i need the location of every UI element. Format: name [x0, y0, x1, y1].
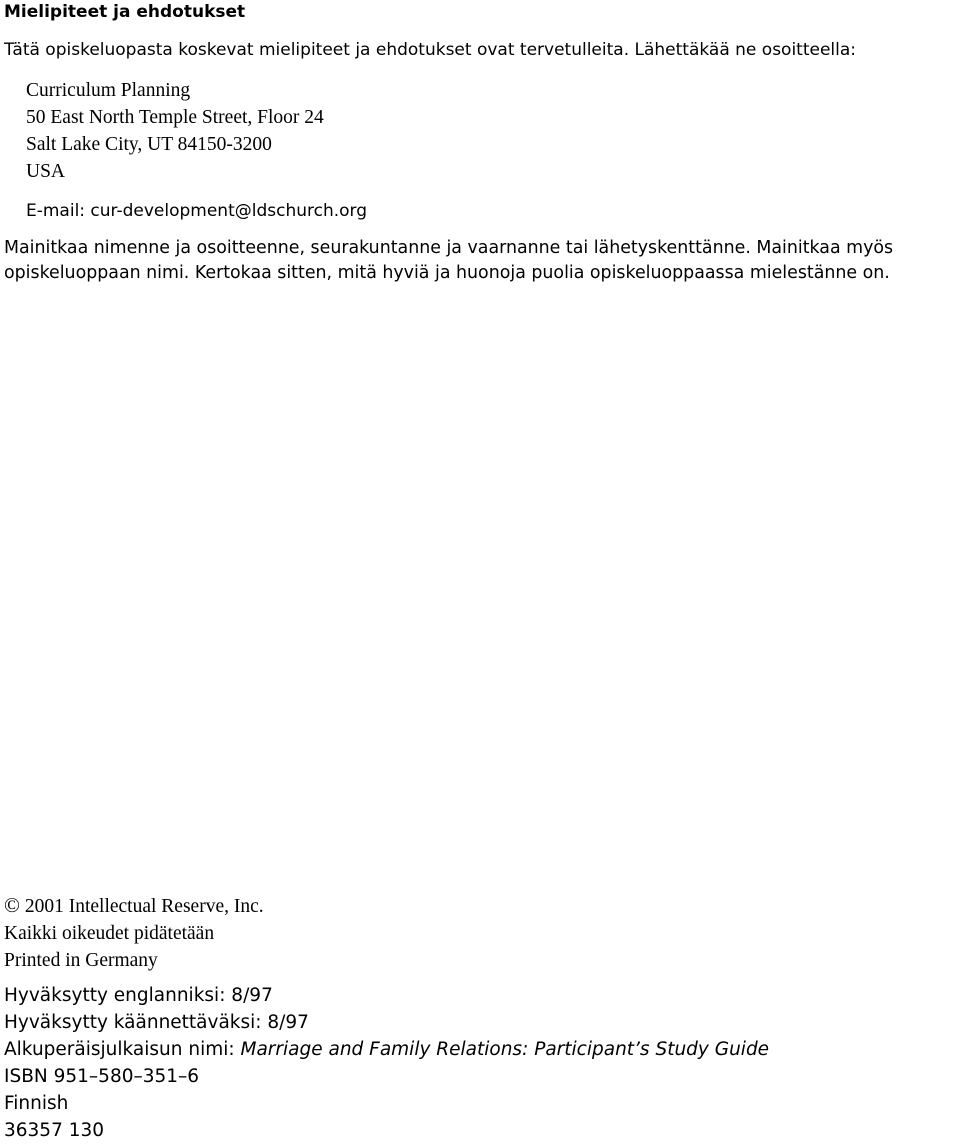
rights-reserved: Kaikki oikeudet pidätetään	[4, 923, 215, 944]
publication-info	[4, 892, 769, 1144]
copyright-icon: ©	[4, 893, 20, 917]
address-line-country: USA	[26, 161, 66, 182]
address-line-street: 50 East North Temple Street, Floor 24	[26, 107, 324, 128]
address-line-city: Salt Lake City, UT 84150-3200	[26, 134, 272, 155]
language: Finnish	[4, 1093, 69, 1114]
mailing-address	[26, 77, 324, 185]
copyright-line	[4, 892, 769, 920]
address-line-department: Curriculum Planning	[26, 80, 191, 101]
original-title-label: Alkuperäisjulkaisun nimi:	[4, 1039, 241, 1060]
printed-in: Printed in Germany	[4, 950, 158, 971]
original-title: Marriage and Family Relations: Participant’s Study Guide	[240, 1039, 770, 1060]
copyright-text: 2001 Intellectual Reserve, Inc.	[24, 896, 264, 917]
approved-english: Hyväksytty englanniksi: 8/97	[4, 985, 273, 1006]
isbn: ISBN 951–580–351–6	[4, 1066, 200, 1087]
approved-translation: Hyväksytty käännettäväksi: 8/97	[4, 1012, 309, 1033]
instructions-line-2: opiskeluoppaan nimi. Kertokaa sitten, mitä hyviä ja huonoja puolia opiskeluoppaassa mielestänne on.	[4, 263, 890, 283]
instructions-paragraph	[4, 236, 956, 286]
instructions-line-1: Mainitkaa nimenne ja osoitteenne, seurakuntanne ja vaarnanne tai lähetyskenttänne. Mainitkaa myös	[4, 238, 894, 258]
email-address: E-mail: cur-development@ldschurch.org	[26, 201, 368, 221]
original-title-line	[4, 1036, 769, 1063]
page-heading: Mielipiteet ja ehdotukset	[4, 2, 246, 22]
item-number: 36357 130	[4, 1120, 105, 1141]
intro-text: Tätä opiskeluopasta koskevat mielipiteet ja ehdotukset ovat tervetulleita. Lähettäkää ne osoitteella:	[4, 40, 857, 60]
